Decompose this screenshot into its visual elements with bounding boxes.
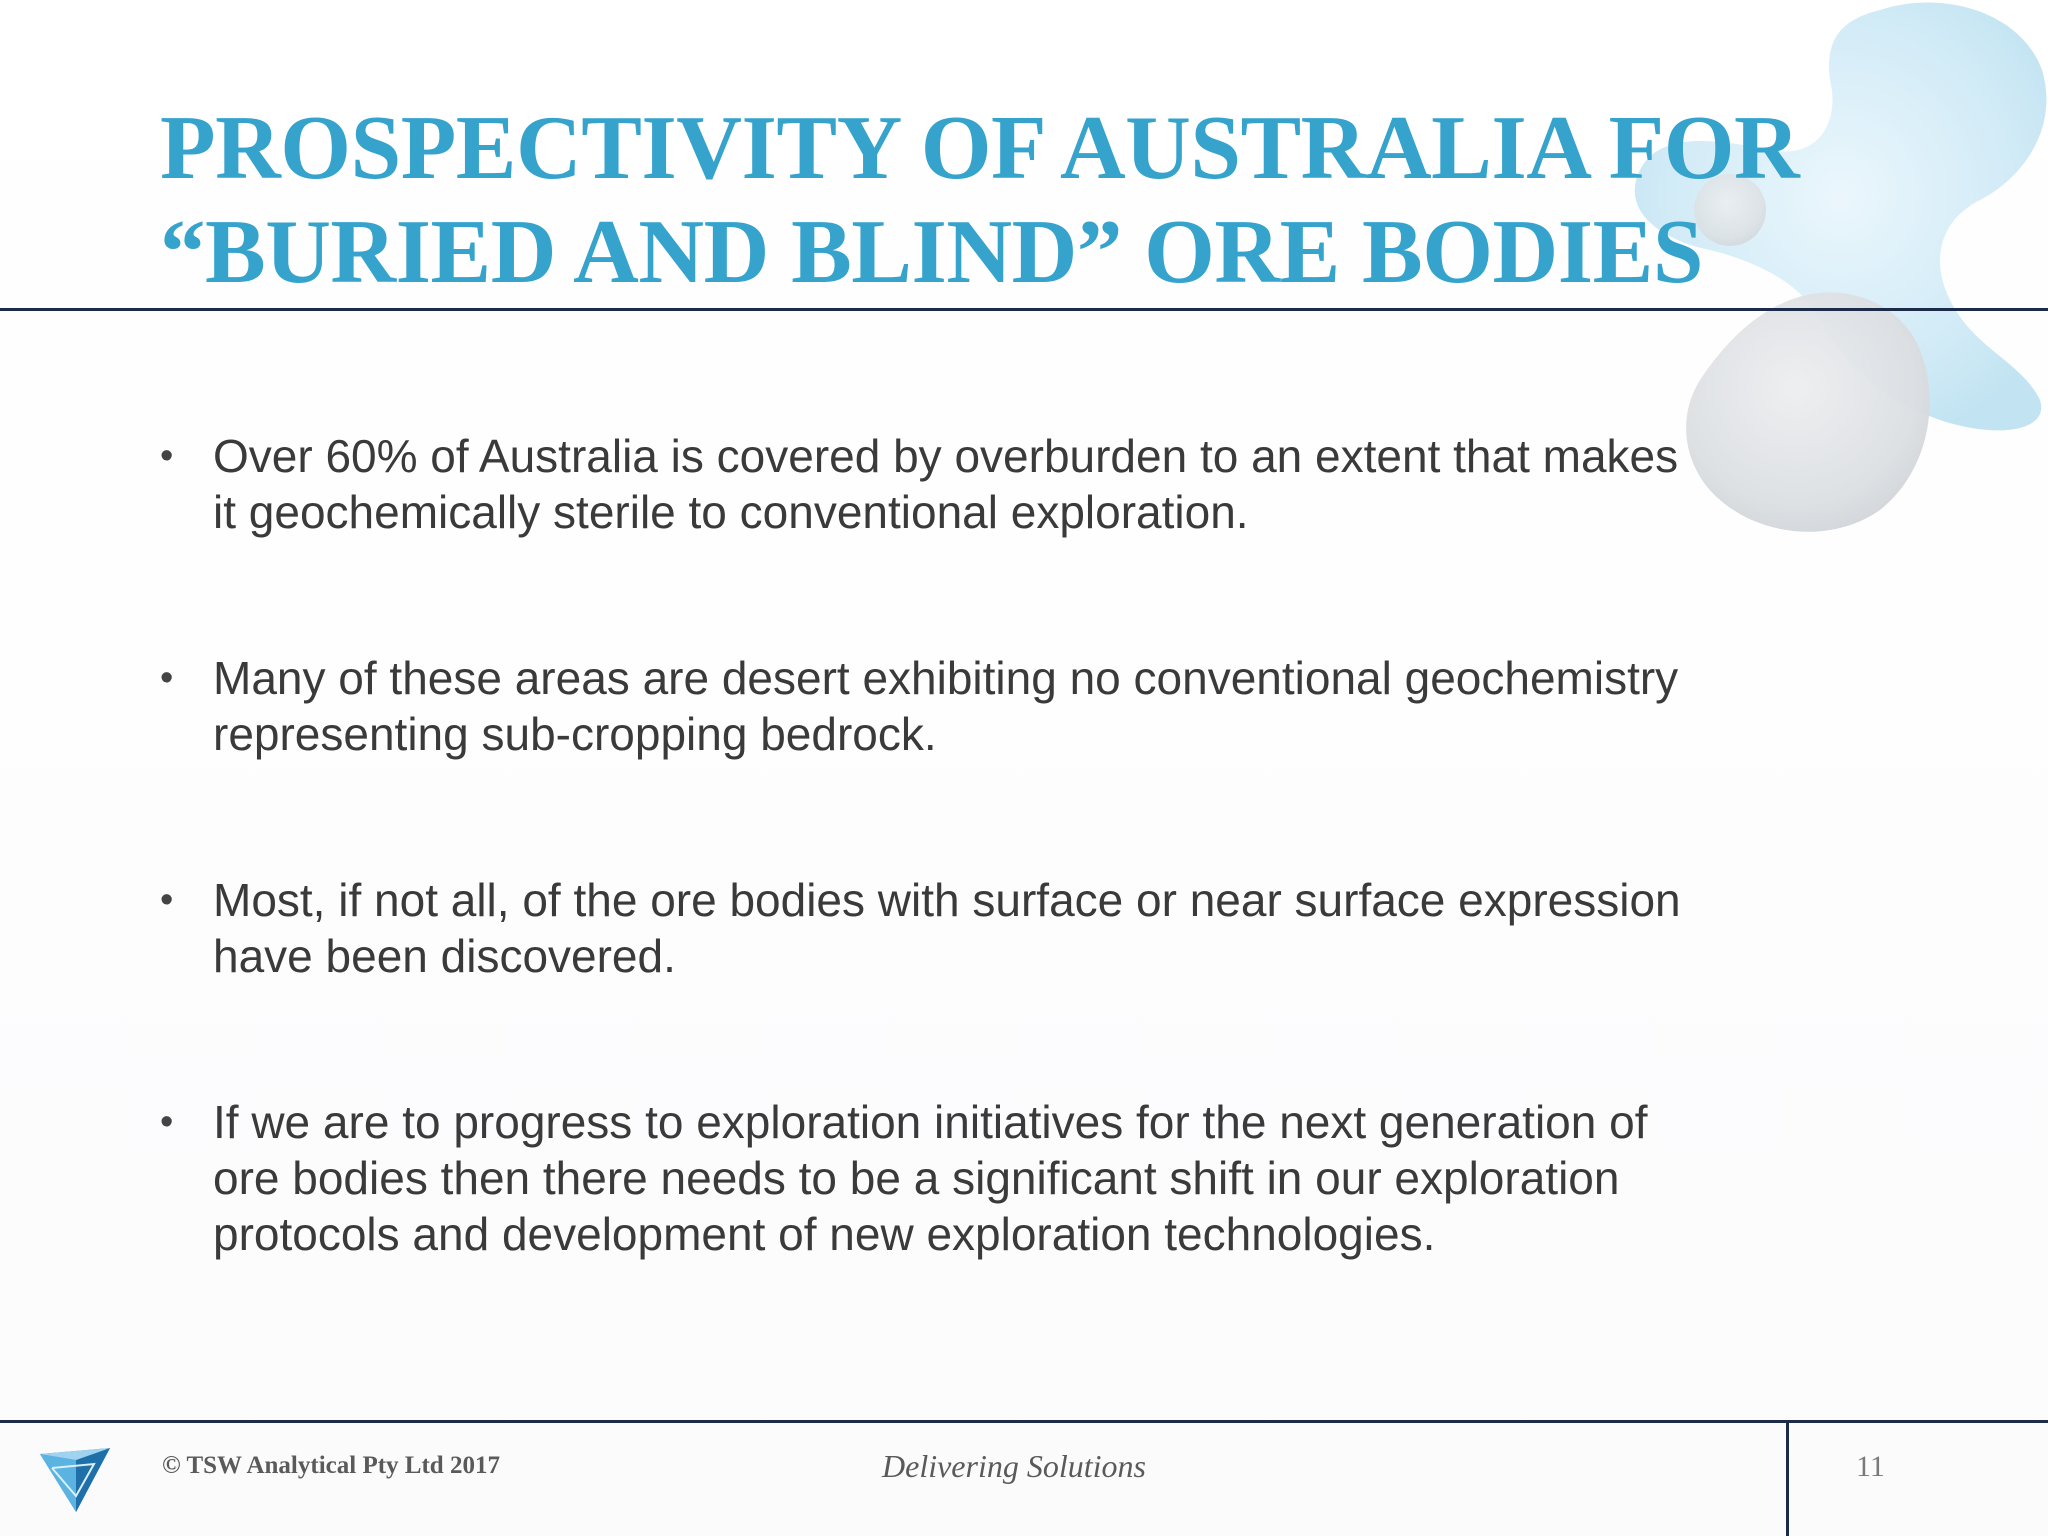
bullet-line: it geochemically sterile to conventional exploration. <box>213 486 1249 538</box>
bullet-line: Most, if not all, of the ore bodies with surface or near surface expression <box>213 874 1681 926</box>
title-divider <box>0 308 2048 311</box>
bullet-icon: • <box>160 1101 174 1143</box>
footer-divider <box>0 1420 2048 1423</box>
tsw-logo-icon <box>32 1440 118 1516</box>
footer-vertical-divider <box>1786 1422 1789 1536</box>
bullet-list <box>160 428 1880 1372</box>
bullet-icon: • <box>160 435 174 477</box>
bullet-line: protocols and development of new exploration technologies. <box>213 1208 1436 1260</box>
bullet-line: Over 60% of Australia is covered by overburden to an extent that makes <box>213 430 1679 482</box>
page-number: 11 <box>1856 1450 1885 1483</box>
bullet-icon: • <box>160 657 174 699</box>
footer-copyright: © TSW Analytical Pty Ltd 2017 <box>162 1452 500 1479</box>
bullet-item <box>160 650 1880 762</box>
bullet-line: Many of these areas are desert exhibiting no conventional geochemistry <box>213 652 1679 704</box>
slide-title-line: “BURIED AND BLIND” ORE BODIES <box>160 201 1703 302</box>
bullet-line: If we are to progress to exploration initiatives for the next generation of <box>213 1096 1648 1148</box>
bullet-icon: • <box>160 879 174 921</box>
bullet-item <box>160 1094 1880 1262</box>
bullet-line: representing sub-cropping bedrock. <box>213 708 937 760</box>
bullet-item <box>160 428 1880 540</box>
bullet-item <box>160 872 1880 984</box>
bullet-line: ore bodies then there needs to be a significant shift in our exploration <box>213 1152 1620 1204</box>
slide-title <box>160 96 1880 304</box>
bullet-line: have been discovered. <box>213 930 676 982</box>
footer-tagline: Delivering Solutions <box>882 1448 1146 1484</box>
slide-title-line: PROSPECTIVITY OF AUSTRALIA FOR <box>160 97 1800 198</box>
